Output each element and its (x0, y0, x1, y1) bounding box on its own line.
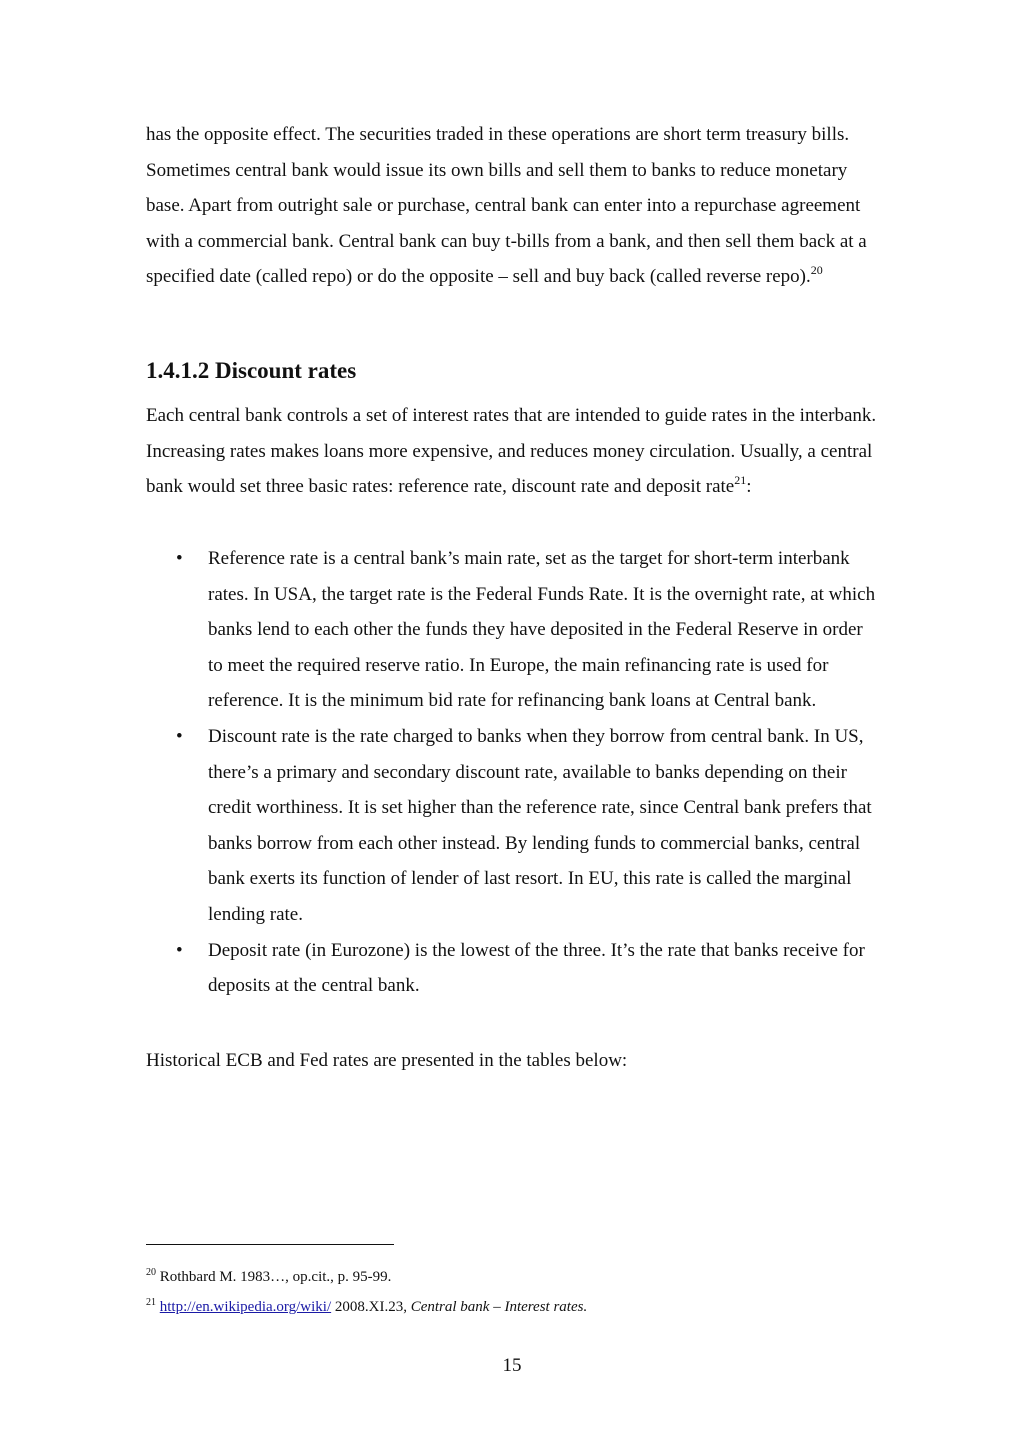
footnote-ref-21[interactable]: 21 (734, 473, 747, 488)
list-item-discount-rate (146, 719, 881, 933)
paragraph-text: has the opposite effect. The securities traded in these operations are short term treasury bills. Sometimes central bank would issue its own bills and sell them to banks to reduce monetary base. Apart from outright sale or purchase, central bank can enter into a repurchase agreement with a commercial bank. Central bank can buy t-bills from a bank, and then sell them back at a specified date (called repo) or do the opposite – sell and buy back (called reverse repo). (146, 124, 867, 288)
footnote-21 (146, 1297, 881, 1317)
list-item-text: Reference rate is a central bank’s main rate, set as the target for short-term interbank rates. In USA, the target rate is the Federal Funds Rate. It is the overnight rate, at which banks lend to each other the funds they have deposited in the Federal Reserve in order to meet the required reserve ratio. In Europe, the main refinancing rate is used for reference. It is the minimum bid rate for refinancing bank loans at Central bank. (208, 548, 876, 712)
list-item-text: Deposit rate (in Eurozone) is the lowest of the three. It’s the rate that banks receive for deposits at the central bank. (208, 939, 865, 997)
body-paragraph-rates-intro (146, 398, 881, 505)
list-item-text: Discount rate is the rate charged to banks when they borrow from central bank. In US, there’s a primary and secondary discount rate, available to banks depending on their credit worthiness. It is set higher than the reference rate, since Central bank prefers that banks borrow from each other instead. By lending funds to commercial banks, central bank exerts its function of lender of last resort. In EU, this rate is called the marginal lending rate. (208, 725, 872, 925)
section-heading: 1.4.1.2 Discount rates (146, 358, 357, 383)
footnote-number: 21 (146, 1297, 156, 1308)
footnote-end: . (583, 1299, 588, 1315)
footnote-link[interactable]: http://en.wikipedia.org/wiki/ (159, 1299, 332, 1315)
bullet-icon: • (176, 548, 183, 569)
list-item-deposit-rate (146, 933, 881, 1004)
bullet-icon: • (176, 939, 183, 961)
body-paragraph-tables-intro: Historical ECB and Fed rates are presented in the tables below: (146, 1050, 628, 1071)
footnote-text: Rothbard M. 1983…, op.cit., p. 95-99. (159, 1269, 392, 1285)
footnote-20 (146, 1267, 881, 1287)
rates-bullet-list (146, 541, 881, 1004)
paragraph-text: Each central bank controls a set of interest rates that are intended to guide rates in the interbank. Increasing rates makes loans more expensive, and reduces money circulation. Usually, a central bank would set three basic rates: reference rate, discount rate and deposit rate (146, 405, 877, 498)
footnote-divider (146, 1244, 394, 1245)
bullet-icon: • (176, 725, 183, 747)
footnote-number: 20 (146, 1267, 156, 1278)
body-paragraph-repo (146, 117, 881, 295)
footnote-ref-20[interactable]: 20 (810, 263, 823, 278)
footnote-title: Central bank – Interest rates (410, 1299, 584, 1315)
page-number: 15 (502, 1355, 522, 1376)
paragraph-tail: : (746, 476, 752, 498)
list-item-reference-rate (146, 541, 881, 719)
footnote-text: 2008.XI.23, (331, 1299, 411, 1315)
